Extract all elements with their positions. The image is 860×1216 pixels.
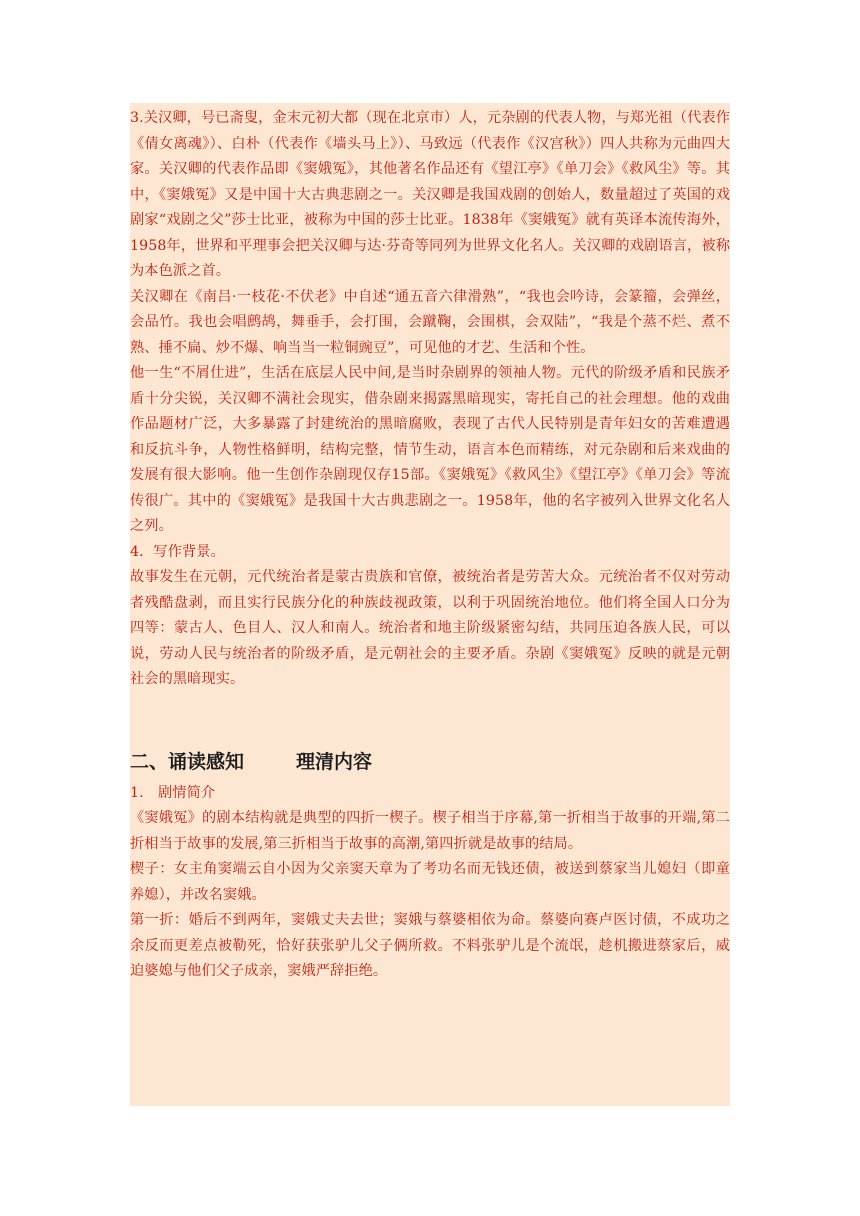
paragraph-background: 故事发生在元朝，元代统治者是蒙古贵族和官僚，被统治者是劳苦大众。元统治者不仅对劳动者残酷盘剥，而且实行民族分化的种族歧视政策，以利于巩固统治地位。他们将全国人口分为四等：蒙古人、色目人、汉人和南人。统治者和地主阶级紧密勾结，共同压迫各族人民，可以说，劳动人民与统治者的阶级矛盾，是元朝社会的主要矛盾。杂剧《窦娥冤》反映的就是元朝社会的黑暗现实。 bbox=[130, 569, 730, 687]
section-heading-part2: 理清内容 bbox=[296, 750, 373, 773]
paragraph-self-description: 关汉卿在《南吕·一枝花·不伏老》中自述“通五音六律滑熟”，“我也会吟诗，会篆籀，会弹丝，会品竹。我也会唱鹧鸪，舞垂手，会打围，会蹴鞠，会围棋，会双陆”，“我是个蒸不烂、煮不熟、捶不扁、炒不爆、响当当一粒铜豌豆”，可见他的才艺、生活和个性。 bbox=[130, 288, 730, 356]
section-heading bbox=[130, 744, 730, 781]
paragraph-guan-hanqing-intro: 3.关汉卿，号已斋叟，金末元初大都（现在北京市）人，元杂剧的代表人物，与郑光祖（代表作《倩女离魂》）、白朴（代表作《墙头马上》）、马致远（代表作《汉宫秋》）四人共称为元曲四大家。关汉卿的代表作品即《窦娥冤》，其他著名作品还有《望江亭》《单刀会》《救风尘》等。其中，《窦娥冤》又是中国十大古典悲剧之一。关汉卿是我国戏剧的创始人，数量超过了英国的戏剧家“戏剧之父”莎士比亚，被称为中国的莎士比亚。1838年《窦娥冤》就有英译本流传海外，1958年，世界和平理事会把关汉卿与达·芬奇等同列为世界文化名人。关汉卿的戏剧语言，被称为本色派之首。 bbox=[130, 110, 730, 279]
document-body bbox=[130, 106, 730, 985]
paragraph-structure: 《窦娥冤》的剧本结构就是典型的四折一楔子。楔子相当于序幕,第一折相当于故事的开端,第二折相当于故事的发展,第三折相当于故事的高潮,第四折就是故事的结局。 bbox=[130, 810, 730, 852]
blank-line bbox=[130, 693, 730, 744]
paragraph-plot-title: 1. 剧情简介 bbox=[130, 784, 216, 801]
section-heading-part1: 二、诵读感知 bbox=[130, 750, 245, 773]
paragraph-prologue: 楔子：女主角窦端云自小因为父亲窦天章为了考功名而无钱还债，被送到蔡家当儿媳妇（即童养媳），并改名窦娥。 bbox=[130, 861, 730, 903]
paragraph-life-and-works: 他一生“不屑仕进”，生活在底层人民中间,是当时杂剧界的领袖人物。元代的阶级矛盾和民族矛盾十分尖锐，关汉卿不满社会现实，借杂剧来揭露黑暗现实，寄托自己的社会理想。他的戏曲作品题材广泛，大多暴露了封建统治的黑暗腐败，表现了古代人民特别是青年妇女的苦难遭遇和反抗斗争，人物性格鲜明，结构完整，情节生动，语言本色而精练，对元杂剧和后来戏曲的发展有很大影响。他一生创作杂剧现仅存15部。《窦娥冤》《救风尘》《望江亭》《单刀会》等流传很广。其中的《窦娥冤》是我国十大古典悲剧之一。1958年，他的名字被列入世界文化名人之列。 bbox=[130, 365, 730, 534]
paragraph-background-title: 4．写作背景。 bbox=[130, 543, 225, 560]
paragraph-act-one: 第一折：婚后不到两年，窦娥丈夫去世；窦娥与蔡婆相依为命。蔡婆向赛卢医讨债，不成功之余反而更差点被勒死，恰好获张驴儿父子俩所救。不料张驴儿是个流氓，趁机搬进蔡家后，威迫婆媳与他们父子成亲，窦娥严辞拒绝。 bbox=[130, 912, 730, 979]
